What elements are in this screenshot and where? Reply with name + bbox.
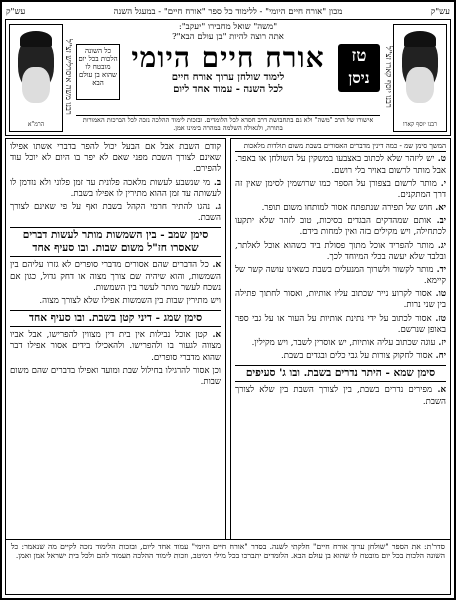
section-342-paragraphs <box>10 260 221 307</box>
paragraph <box>235 289 446 311</box>
footer-box: סדר'ת: את הספר "שולחן ערוך אורח חיים" חלקתי לשנה. בסדר "אורח חיים היומי" עמוד אחד ליום, ובזכות הלימוד נזכה לקיים מה שנאמר: כל השונה הלכות בכל יום מובטח לו שהוא בן עולם הבא. הלומדים יתברכו בכל מילי דמיטב, וזכות לימוד ההלכה תעמוד להם ולכל בית ישראל אמן ואמן. <box>5 539 451 595</box>
portrait-left-beard <box>22 67 50 103</box>
paragraph-text: חוש של תפירה שנתפתח אסור למותחו משום תופר. <box>261 203 433 214</box>
portrait-right-caption: רבנו יוסף קארו <box>402 121 438 129</box>
portrait-left-caption: הרמ"א <box>27 121 45 129</box>
portrait-left-cap <box>20 31 52 47</box>
publication-title: אורח חיים היומי <box>131 41 325 75</box>
portrait-left <box>9 24 63 132</box>
paragraph <box>10 178 221 200</box>
paragraph <box>10 260 221 294</box>
paragraph <box>10 202 221 224</box>
paragraph-text: אותם שמהדקים הבגדים בסיכות, טוב לזהר שלא יתקעו לכתחילה, ויש מקילים בזה ואין למחות בידם. <box>235 216 446 238</box>
date-day: טז <box>351 46 367 66</box>
paragraph-text: אסור לקרוע נייר שכתוב עליו אותיות, ואסור לחתוך פתילה בין שני נרות. <box>235 289 446 311</box>
masthead-center <box>76 22 380 133</box>
top-line-left: עש"ק <box>6 6 26 17</box>
portrait-right-cap <box>404 31 436 47</box>
paragraph-text: וכן אסור להרגילו בחילול שבת ומועד ואפילו בדברים שהם משום שבות. <box>10 365 221 387</box>
paragraph-number: טו. <box>431 289 447 300</box>
paragraph-number: א. <box>207 330 221 341</box>
paragraph-number: א. <box>208 260 221 271</box>
paragraph <box>10 366 221 388</box>
section-title: סימן שמא - היתר נדרים בשבת. ובו ג' סעיפים <box>235 365 446 382</box>
paragraph <box>235 351 446 362</box>
paragraph-text: יש ליזהר שלא לכתוב באצבעו במשקין על השולחן או באפר. אבל מותר לרשום באויר בלי רושם. <box>235 154 446 176</box>
right-column-paragraphs <box>235 154 446 362</box>
section-title-342: סימן שמב - בין השמשות מותר לעשות דברים שאסרו חז"ל משום שבות. ובו סעיף אחד <box>10 227 221 257</box>
paragraph <box>235 203 446 214</box>
paragraph <box>235 338 446 349</box>
paragraph-number: יא. <box>432 203 446 214</box>
text-columns <box>5 138 451 540</box>
paragraph-text: ויש מתירין שבות בין השמשות אפילו שלא לצורך מצוה. <box>39 295 221 306</box>
paragraph-text: כל הדברים שהם אסורים מדברי סופרים לא גזרו עליהם בין השמשות, והוא שיהיה שם צורך מצוה או דחק גדול, כגון אם נשכח לעשר מותר לעשר בין השמשות. <box>10 260 221 293</box>
vertical-label-right: רבנו יוסף קארו זצ"ל <box>384 46 393 108</box>
column-note: המשך סימן שמ - כמה דינין מדברים האסורים בשבת משום תולדות מלאכות <box>235 142 446 152</box>
top-line-center: מכון "אורח חיים היומי" - ללימוד כל ספר "אורח חיים" - במעגל השנה <box>113 6 343 17</box>
paragraph-text: אסור לחקוק צורות על גבי כלים ובגדים בשבת. <box>281 351 433 362</box>
left-column <box>5 138 226 540</box>
paragraph-text: מותר לרשום בצפורן על הספר כמו שרושמין לסימן שאין זה דרך המתקנים. <box>235 178 446 200</box>
paragraph-number: יד. <box>433 264 447 275</box>
right-column <box>230 138 451 540</box>
dedication-text: אישורו של הרב "משה" ולא גם בתחבושת דרב חסדא לכל הלומדים. ובזכות לימוד ההלכה נזכה לכל הברכות האמורות בתורה, ולגאולה השלמה במהרה בימינו אמן. <box>76 115 380 133</box>
paragraph <box>235 179 446 201</box>
paragraph-text: קטן אוכל נבילות אין בית דין מצווין להפרישו, אבל אביו מצווה לגעור בו ולהפרישו. ולהאכילו בידים אסור אפילו דבר שהוא מדברי סופרים. <box>10 330 221 363</box>
right-column-after-section <box>235 385 446 407</box>
portrait-right <box>393 24 447 132</box>
section-title-343: סימן שמג - דיני קטן בשבת. ובו סעיף אחד <box>10 310 221 327</box>
paragraph <box>235 265 446 287</box>
paragraph-text: מותר להפריד אוכל מתוך פסולת ביד כשהוא אוכל לאלתר, ובלבד שלא יעשה בכלי המיוחד לכך. <box>235 240 446 262</box>
motto-line-2: אתה רוצה להיות "בן עולם הבא"? <box>172 32 284 43</box>
date-badge <box>338 44 380 92</box>
subtitle-line-2: לכל השנה - עמוד אחד ליום <box>173 84 283 96</box>
paragraph-text: מותר לקשור ולשרוך המנעלים בשבת כשאינו עושה קשר של קיימא. <box>235 264 446 287</box>
paragraph <box>10 296 221 307</box>
paragraph <box>235 385 446 407</box>
paragraph-text: מפירים נדרים בשבת, בין לצורך השבת בין שלא לצורך השבת. <box>235 385 446 407</box>
subtitle-line-1: לימוד שולחן ערוך אורח חיים <box>171 72 285 84</box>
paragraph-number: ב. <box>210 177 221 188</box>
paragraph-text: עוגה שכתוב עליה אותיות, יש אוסרין לשבר, ויש מקילין. <box>251 337 436 348</box>
paragraph <box>235 314 446 336</box>
left-column-top-paragraphs <box>10 142 221 224</box>
paragraph-number: יח. <box>432 351 446 362</box>
top-line <box>6 4 450 18</box>
paragraph <box>10 142 221 176</box>
portrait-right-beard <box>406 67 434 103</box>
paragraph-number: יז. <box>435 337 446 348</box>
paragraph <box>10 330 221 364</box>
date-month: ניסן <box>348 69 370 87</box>
paragraph-text: קודם השבת אבל אם הבעל יכול להפר בדברי אשתו אפילו שאינם לצורך השבת מפני שאם לא יפר בו היום לא יוכל עוד להפירם. <box>10 142 221 175</box>
info-box: כל השונה הלכות בכל יום מובטח לו שהוא בן עולם הבא <box>76 44 120 100</box>
paragraph-number: טז. <box>431 313 446 324</box>
paragraph-number: ג. <box>210 201 221 212</box>
paragraph-number: ט. <box>434 154 446 165</box>
section-343-paragraphs <box>10 330 221 388</box>
masthead <box>5 19 451 136</box>
paragraph-number: יב. <box>431 216 446 227</box>
paragraph-number: א. <box>432 385 446 396</box>
vertical-label-left: רבנו משה איסרליש זצ"ל <box>64 39 73 115</box>
paragraph-text: אסור לכתוב על ידי נתינת אותיות על העור או על גבי ספר באופן שנרשם. <box>235 313 446 335</box>
paragraph-number: יג. <box>433 240 446 251</box>
top-line-right: עש"ק <box>430 6 450 17</box>
paragraph-text: נהגו להתיר חרמי הקהל בשבת ואף על פי שאינם לצורך השבת. <box>10 201 221 224</box>
paragraph <box>235 154 446 176</box>
paragraph <box>235 241 446 263</box>
motto-line-1: "משה" שואל מחבירו "יעקב": <box>178 22 278 32</box>
paragraph <box>235 216 446 238</box>
paragraph-number: י. <box>436 178 446 189</box>
paragraph-text: מי שנשבע לעשות מלאכה פלונית עד זמן פלוני ולא נזדמן לו לעשותה עד זמן ההוא מתירין לו אפילו בשבת. <box>10 177 221 199</box>
